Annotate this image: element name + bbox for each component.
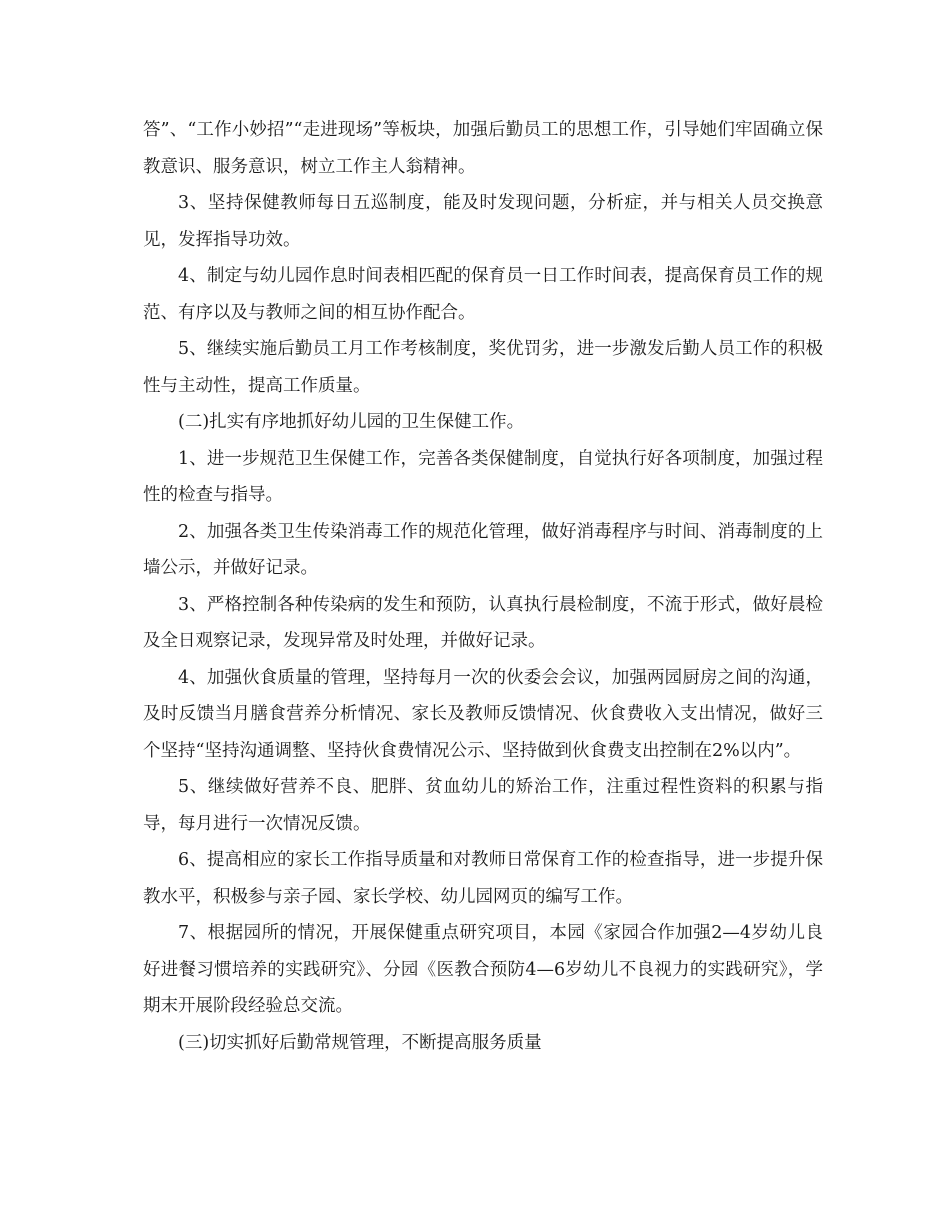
section-heading-3: (三)切实抓好后勤常规管理，不断提高服务质量: [178, 1032, 542, 1053]
paragraph-health-item-6: 6、提高相应的家长工作指导质量和对教师日常保育工作的检查指导，进一步提升保教水平，积极参与亲子园、家长学校、幼儿园网页的编写工作。: [143, 850, 823, 907]
paragraph-health-item-2: 2、加强各类卫生传染消毒工作的规范化管理，做好消毒程序与时间、消毒制度的上墙公示，并做好记录。: [143, 521, 823, 578]
paragraph-item-3-inspection: 3、坚持保健教师每日五巡制度，能及时发现问题，分析症，并与相关人员交换意见，发挥指导功效。: [143, 193, 823, 250]
paragraph-health-item-7: 7、根据园所的情况，开展保健重点研究项目，本园《家园合作加强2—4岁幼儿良好进餐习惯培养的实践研究》、分园《医教合预防4—6岁幼儿不良视力的实践研究》，学期末开展阶段经验总交流。: [143, 923, 823, 1016]
paragraph-health-item-3: 3、严格控制各种传染病的发生和预防，认真执行晨检制度，不流于形式，做好晨检及全日观察记录，发现异常及时处理，并做好记录。: [143, 594, 823, 651]
document-body: [143, 112, 823, 1061]
paragraph-health-item-1: 1、进一步规范卫生保健工作，完善各类保健制度，自觉执行好各项制度，加强过程性的检查与指导。: [143, 448, 823, 505]
paragraph-continuation: 答”、“工作小妙招”“走进现场”等板块，加强后勤员工的思想工作，引导她们牢固确立保教意识、服务意识，树立工作主人翁精神。: [143, 120, 823, 177]
paragraph-item-4-schedule: 4、制定与幼儿园作息时间表相匹配的保育员一日工作时间表，提高保育员工作的规范、有序以及与教师之间的相互协作配合。: [143, 266, 823, 323]
paragraph-item-5-assessment: 5、继续实施后勤员工月工作考核制度，奖优罚劣，进一步激发后勤人员工作的积极性与主动性，提高工作质量。: [143, 339, 823, 396]
section-heading-2: (二)扎实有序地抓好幼儿园的卫生保健工作。: [178, 412, 525, 432]
paragraph-health-item-5: 5、继续做好营养不良、肥胖、贫血幼儿的矫治工作，注重过程性资料的积累与指导，每月进行一次情况反馈。: [143, 777, 823, 834]
paragraph-health-item-4: 4、加强伙食质量的管理，坚持每月一次的伙委会会议，加强两园厨房之间的沟通，及时反馈当月膳食营养分析情况、家长及教师反馈情况、伙食费收入支出情况，做好三个坚持“坚持沟通调整、坚持伙食费情况公示、坚持做到伙食费支出控制在2%以内”。: [143, 667, 823, 761]
